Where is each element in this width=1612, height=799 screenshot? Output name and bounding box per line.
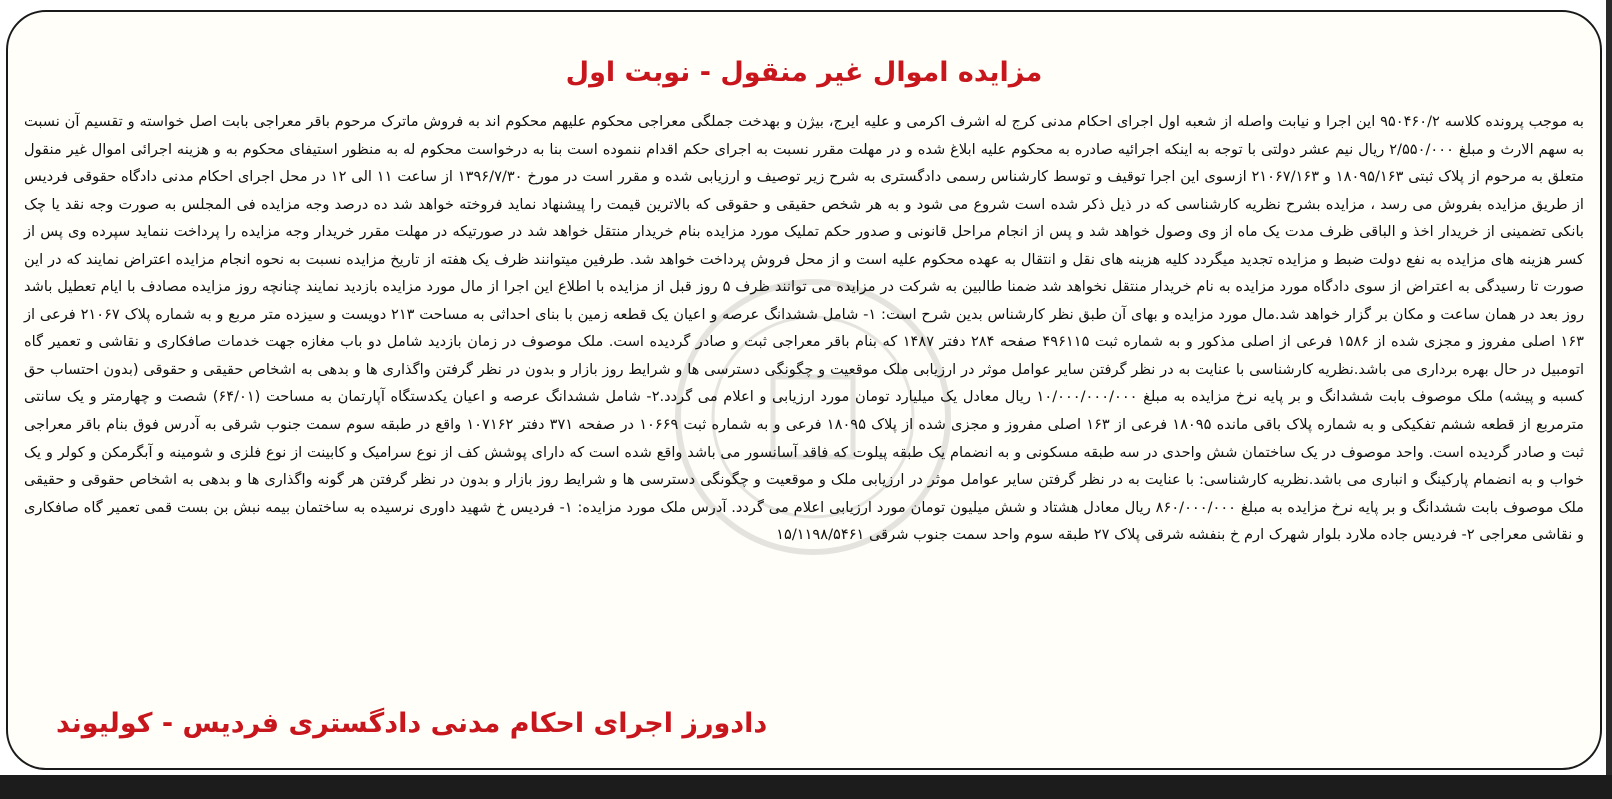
bottom-bar — [0, 775, 1612, 799]
notice-frame — [6, 10, 1602, 770]
notice-body: به موجب پرونده کلاسه ۹۵۰۴۶۰/۲ این اجرا و نیابت واصله از شعبه اول اجرای احکام مدنی کرج له اشرف اکرمی و علیه ایرج، بیژن و بهدخت جملگی معراجی محکوم علیهم محکوم اند به فروش ماترک مرحوم باقر معراجی بابت اصل خواسته و تقسیم آن نسبت به سهم الارث و مبلغ ۲/۵۵۰/۰۰۰ ریال نیم عشر دولتی با توجه به اینکه اجرائیه صادره به محکوم علیه ابلاغ شده و در مهلت مقرر نسبت به اجرای حکم اقدام ننموده است بنا به درخواست محکوم له به منظور استیفای محکوم به و هزینه اجرائی اموال غیر منقول متعلق به مرحوم از پلاک ثبتی ۱۸۰۹۵/۱۶۳ و ۲۱۰۶۷/۱۶۳ ازسوی این اجرا توقیف و توسط کارشناس رسمی دادگستری به شرح زیر توصیف و ارزیابی شده و مقرر است در مورخ ۱۳۹۶/۷/۳۰ از ساعت ۱۱ الی ۱۲ در محل اجرای احکام مدنی دادگاه حقوقی فردیس از طریق مزایده بفروش می رسد ، مزایده بشرح نظریه کارشناسی که در ذیل ذکر شده است شروع می شود و به هر شخص حقیقی و حقوقی که بالاترین قیمت را پیشنهاد نماید فروخته خواهد شد ده درصد وجه مزایده فی المجلس به صورت وجه نقد یا چک بانکی تضمینی از خریدار اخذ و الباقی ظرف مدت یک ماه از وی وصول خواهد شد و پس از انجام مراحل قانونی و صدور حکم تملیک مورد مزایده بنام خریدار منتقل خواهد شد در صورتیکه در مهلت مقرر خریدار وجه مزایده را پرداخت ننماید سپرده وی پس از کسر هزینه های مزایده به نفع دولت ضبط و مزایده تجدید میگردد کلیه هزینه های نقل و انتقال به عهده محکوم علیه است و از محل فروش پرداخت خواهد شد. طرفین میتوانند ظرف یک هفته از تاریخ مزایده نسبت به نحوه انجام مزایده اعتراض نمایند که در این صورت تا رسیدگی به اعتراض از سوی دادگاه مورد مزایده به نام خریدار منتقل نخواهد شد ضمنا طالبین به شرکت در مزایده می توانند ظرف ۵ روز قبل از مزایده با اطلاع این اجرا از مال مورد مزایده بازدید نمایند چنانچه روز مزایده مصادف با ایام تعطیل باشد روز بعد در همان ساعت و مکان بر گزار خواهد شد.مال مورد مزایده و بهای آن طبق نظر کارشناس بدین شرح است: ۱- شامل ششدانگ عرصه و اعیان یک قطعه زمین با بنای احداثی به مساحت ۲۱۳ دویست و سیزده متر مربع و به شماره پلاک ۲۱۰۶۷ فرعی از ۱۶۳ اصلی مفروز و مجزی شده از ۱۵۸۶ فرعی از اصلی مذکور و به شماره ثبت ۴۹۶۱۱۵ صفحه ۲۸۴ دفتر ۱۴۸۷ که بنام باقر معراجی ثبت و صادر گردیده است. ملک موصوف در زمان بازدید شامل دو باب مغازه جهت خدمات صافکاری و نقاشی و تعمیر گاه اتومبیل در حال بهره برداری می باشد.نظریه کارشناسی با عنایت به در نظر گرفتن سایر عوامل موثر در ارزیابی ملک موقعیت و چگونگی دسترسی ها و شرایط روز بازار و بدون در نظر گرفتن واگذاری ها و بدهی به اشخاص حقیقی و حقوقی (بدون احتساب حق کسبه و پیشه) ملک موصوف بابت ششدانگ و بر پایه نرخ مزایده به مبلغ ۱۰/۰۰۰/۰۰۰/۰۰۰ ریال معادل یک میلیارد تومان مورد ارزیابی و اعلام می گردد.۲- شامل ششدانگ عرصه و اعیان یکدستگاه آپارتمان به مساحت (۶۴/۰۱) شصت و چهارمتر و یک سانتی مترمربع از قطعه ششم تفکیکی و به شماره پلاک باقی مانده ۱۸۰۹۵ فرعی از ۱۶۳ اصلی مفروز و مجزی شده از پلاک ۱۸۰۹۵ فرعی و به شماره ثبت ۱۰۶۶۹ در صفحه ۳۷۱ دفتر ۱۰۷۱۶۲ واقع در طبقه سوم سمت جنوب شرقی به آدرس فوق بنام باقر معراجی ثبت و صادر گردیده است. واحد موصوف در یک ساختمان شش واحدی در سه طبقه مسکونی و به انضمام یک طبقه پیلوت که فاقد آسانسور می باشد واقع شده است که دارای پوشش کف از نوع سرامیک و کابینت از نوع فلزی و شومینه و آبگرمکن و کولر و یک خواب و به انضمام پارکینگ و انباری می باشد.نظریه کارشناسی: با عنایت به در نظر گرفتن سایر عوامل موثر در ارزیابی ملک و موقعیت و چگونگی دسترسی ها و شرایط روز بازار و بدون در نظر گرفتن هر گونه واگذاری ها و بدهی به اشخاص حقوقی و حقیقی ملک موصوف بابت ششدانگ و بر پایه نرخ مزایده به مبلغ ۸۶۰/۰۰۰/۰۰۰ ریال معادل هشتاد و شش میلیون تومان مورد ارزیابی اعلام می گردد. آدرس ملک مورد مزایده: ۱- فردیس خ شهید داوری نرسیده به ساختمان بیمه نبش بن بست قمی تعمیر گاه صافکاری و نقاشی معراجی ۲- فردیس جاده ملارد بلوار شهرک ارم خ بنفشه شرقی پلاک ۲۷ طبقه سوم واحد سمت جنوب شرقی ۱۵/۱۱۹۸/۵۴۶۱ — [24, 113, 1585, 544]
notice-title: مزایده اموال غیر منقول - نوبت اول — [565, 57, 1043, 88]
page-edge — [1606, 0, 1612, 799]
notice-signature: دادورز اجرای احکام مدنی دادگستری فردیس - کولیوند — [56, 708, 768, 739]
